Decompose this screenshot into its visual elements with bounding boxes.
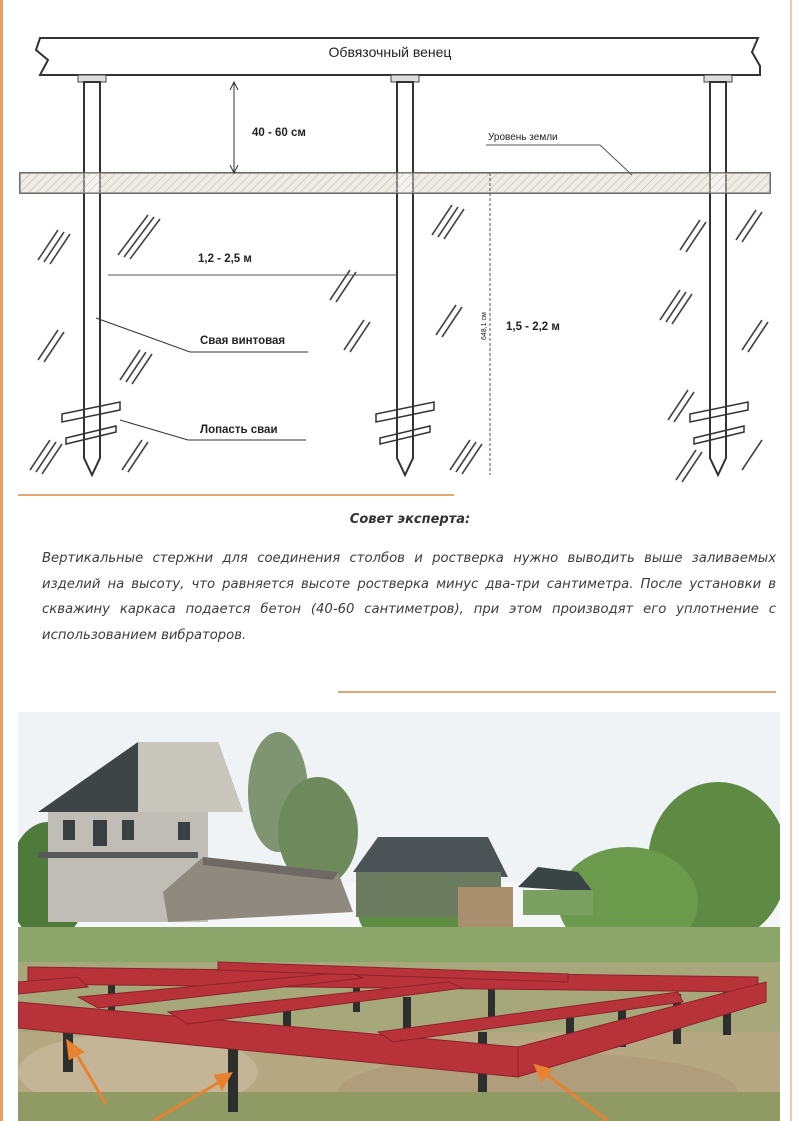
pile-cap-3 bbox=[704, 75, 732, 82]
divider-top bbox=[18, 494, 454, 496]
foundation-photo bbox=[18, 712, 780, 1121]
beam-label: Обвязочный венец bbox=[328, 44, 452, 60]
ground-label: Уровень земли bbox=[488, 132, 558, 143]
gap-dimension bbox=[230, 82, 238, 173]
advice-title: Совет эксперта: bbox=[349, 512, 471, 527]
screw-pile-diagram bbox=[0, 0, 800, 490]
blade-label: Лопасть сваи bbox=[200, 424, 278, 436]
depth-label: 1,5 - 2,2 м bbox=[506, 321, 560, 333]
pile-label: Свая винтовая bbox=[200, 335, 286, 347]
gap-label: 40 - 60 см bbox=[252, 127, 306, 139]
pile-cap-1 bbox=[78, 75, 106, 82]
depth-side-label: 648,1 см bbox=[481, 312, 488, 340]
pile-cap-2 bbox=[391, 75, 419, 82]
divider-bottom bbox=[338, 691, 776, 693]
spacing-label: 1,2 - 2,5 м bbox=[198, 253, 252, 265]
advice-text: Вертикальные стержни для соединения столбов и ростверка нужно выводить выше заливаемых изделий на высоту, что равняется высоте ростверка минус два-три сантиметра. После установки в скважину каркаса подается бетон (40-60 сантиметров), при этом производят его уплотнение с использованием вибраторов. bbox=[42, 551, 776, 643]
